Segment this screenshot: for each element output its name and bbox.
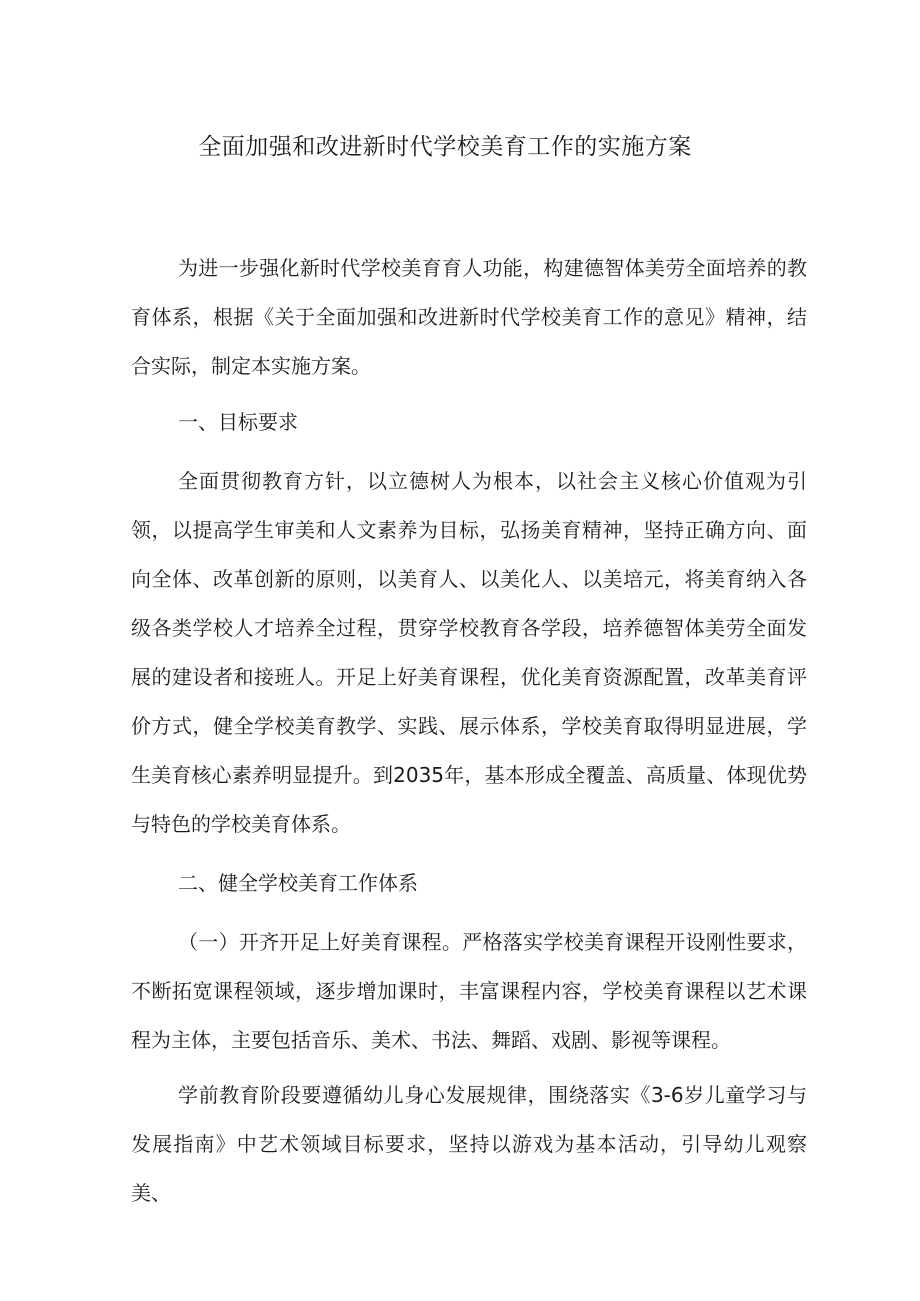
courses-paragraph: （一）开齐开足上好美育课程。严格落实学校美育课程开设刚性要求，不断拓宽课程领域，逐步增加课时，丰富课程内容，学校美育课程以艺术课程为主体，主要包括音乐、美术、书法、舞蹈、戏剧、影视等课程。: [131, 930, 807, 1052]
section-heading-system: 二、健全学校美育工作体系: [178, 871, 418, 895]
intro-paragraph: 为进一步强化新时代学校美育育人功能，构建德智体美劳全面培养的教育体系，根据《关于全面加强和改进新时代学校美育工作的意见》精神，结合实际，制定本实施方案。: [131, 256, 807, 378]
section-heading-goals: 一、目标要求: [178, 410, 298, 434]
preschool-paragraph: 学前教育阶段要遵循幼儿身心发展规律，围绕落实《3-6岁儿童学习与发展指南》中艺术领域目标要求，坚持以游戏为基本活动，引导幼儿观察美、: [131, 1083, 807, 1205]
document-title: 全面加强和改进新时代学校美育工作的实施方案: [198, 134, 692, 160]
goals-paragraph: 全面贯彻教育方针，以立德树人为根本，以社会主义核心价值观为引领，以提高学生审美和人文素养为目标，弘扬美育精神，坚持正确方向、面向全体、改革创新的原则，以美育人、以美化人、以美培元，将美育纳入各级各类学校人才培养全过程，贯穿学校教育各学段，培养德智体美劳全面发展的建设者和接班人。开足上好美育课程，优化美育资源配置，改革美育评价方式，健全学校美育教学、实践、展示体系，学校美育取得明显进展，学生美育核心素养明显提升。到2035年，基本形成全覆盖、高质量、体现优势与特色的学校美育体系。: [131, 469, 807, 836]
